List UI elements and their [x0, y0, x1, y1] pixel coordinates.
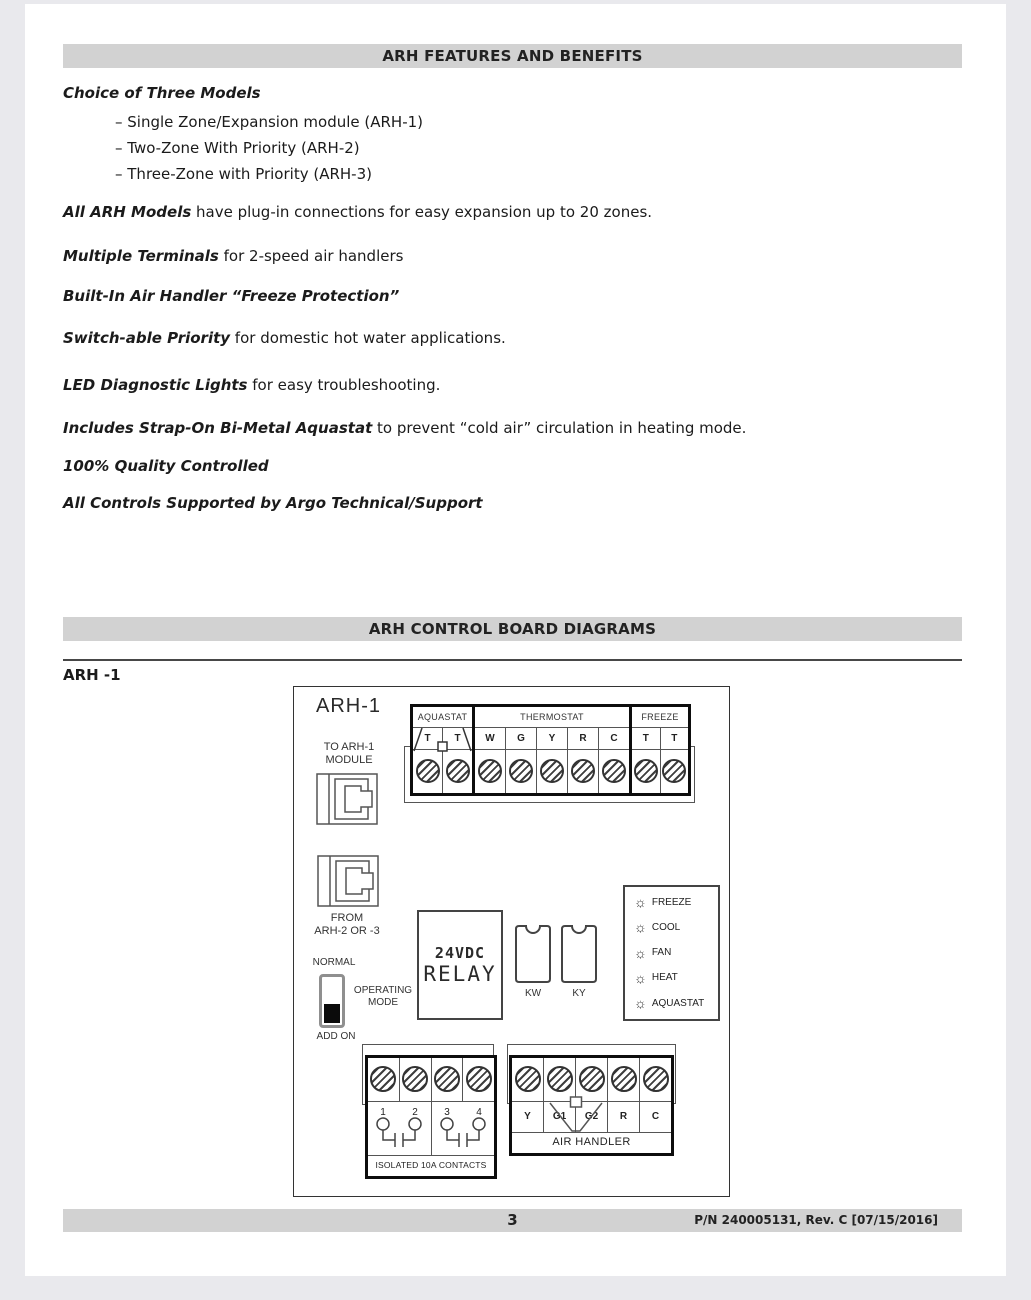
feature-lead: Multiple Terminals — [63, 247, 219, 265]
relay-voltage: 24VDC — [434, 944, 486, 962]
air-handler-caption: AIR HANDLER — [552, 1136, 631, 1148]
contact-symbol-icon — [432, 1102, 494, 1155]
relay-word: RELAY — [423, 962, 497, 986]
feature-lead: Includes Strap-On Bi-Metal Aquastat — [63, 419, 373, 437]
led-row — [634, 996, 714, 1010]
contact-pair — [368, 1102, 432, 1155]
terminal-group-name: THERMOSTAT — [475, 707, 629, 728]
terminal-label: T — [454, 733, 461, 744]
terminal-label: T — [632, 728, 661, 749]
feature-item — [63, 329, 506, 347]
screw-terminal-icon — [643, 1066, 669, 1092]
to-module-line1: TO ARH-1 — [323, 741, 375, 753]
feature-text: to prevent “cold air” circulation in heating mode. — [372, 419, 747, 437]
terminal-label: W — [475, 728, 506, 749]
model-list-item: – Three-Zone with Priority (ARH-3) — [115, 165, 372, 183]
rj-jack-icon — [316, 773, 378, 825]
page-number: 3 — [507, 1211, 518, 1229]
terminal-label: R — [568, 728, 599, 749]
screw-terminal-icon — [540, 759, 564, 783]
terminal-group-aquastat — [410, 704, 475, 796]
board-title: ARH-1 — [316, 695, 382, 717]
model-list-item: – Single Zone/Expansion module (ARH-1) — [115, 113, 424, 131]
feature-lead: LED Diagnostic Lights — [63, 376, 248, 394]
terminal-group-name: AQUASTAT — [413, 707, 472, 728]
terminal-label: G2 — [576, 1102, 608, 1132]
screw-terminal-icon — [571, 759, 595, 783]
led-row — [634, 920, 714, 934]
led-label: COOL — [651, 921, 681, 933]
divider-line — [63, 659, 962, 661]
model-list-item: – Two-Zone With Priority (ARH-2) — [115, 139, 360, 157]
screw-terminal-icon — [579, 1066, 605, 1092]
relay-box — [417, 910, 503, 1020]
document-page — [25, 4, 1006, 1276]
screw-terminal-icon — [434, 1066, 460, 1092]
section-title-diagrams: ARH CONTROL BOARD DIAGRAMS — [63, 617, 962, 641]
screw-terminal-icon — [478, 759, 502, 783]
led-row — [634, 895, 714, 909]
from-module-line2: ARH-2 OR -3 — [314, 925, 380, 937]
led-label: AQUASTAT — [651, 997, 705, 1009]
screw-terminal-icon — [446, 759, 470, 783]
feature-text: for domestic hot water applications. — [230, 329, 506, 347]
air-handler-block — [509, 1055, 674, 1156]
terminal-label: R — [608, 1102, 640, 1132]
relay-component-icon — [560, 924, 598, 984]
terminal-label: T — [413, 728, 443, 749]
led-row — [634, 946, 714, 960]
screw-terminal-icon — [634, 759, 658, 783]
section-title-features: ARH FEATURES AND BENEFITS — [63, 44, 962, 68]
terminal-strip — [410, 704, 691, 796]
switch-knob — [324, 1004, 340, 1023]
contact-number: 2 — [412, 1107, 418, 1118]
part-number: P/N 240005131, Rev. C [07/15/2016] — [694, 1213, 938, 1227]
led-label: HEAT — [651, 972, 678, 984]
led-label: FAN — [651, 947, 672, 958]
operating-mode-label — [352, 985, 414, 1009]
led-icon: ☼ — [634, 944, 647, 961]
screw-terminal-icon — [515, 1066, 541, 1092]
feature-item — [63, 494, 483, 512]
diagram-section-label: ARH -1 — [63, 666, 121, 684]
choice-heading: Choice of Three Models — [63, 84, 261, 102]
feature-text: for 2-speed air handlers — [218, 247, 404, 265]
feature-text: have plug-in connections for easy expansion up to 20 zones. — [191, 203, 653, 221]
terminal-label: C — [610, 733, 618, 744]
screw-terminal-icon — [416, 759, 440, 783]
contact-number: 1 — [380, 1107, 386, 1118]
terminal-label: Y — [537, 728, 568, 749]
model-list — [115, 109, 423, 187]
operating-mode-line2: MODE — [368, 997, 398, 1008]
contact-pair — [432, 1102, 495, 1155]
contact-number: 4 — [475, 1107, 482, 1118]
feature-item — [63, 376, 440, 394]
terminal-label: Y — [512, 1102, 544, 1132]
screw-terminal-icon — [370, 1066, 396, 1092]
feature-lead: Switch-able Priority — [63, 329, 231, 347]
feature-text: for easy troubleshooting. — [247, 376, 441, 394]
terminal-label: G — [506, 728, 537, 749]
screw-terminal-icon — [662, 759, 686, 783]
arh1-board-diagram — [293, 686, 730, 1197]
feature-lead: All Controls Supported by Argo Technical/Support — [63, 494, 483, 512]
rj-jack-icon — [317, 855, 379, 907]
from-module-line1: FROM — [330, 912, 364, 924]
feature-lead: All ARH Models — [63, 203, 192, 221]
relay-component-label: KY — [572, 988, 586, 999]
screw-terminal-icon — [402, 1066, 428, 1092]
led-icon: ☼ — [634, 919, 647, 936]
screw-terminal-icon — [602, 759, 626, 783]
feature-item — [63, 457, 269, 475]
terminal-group-freeze — [629, 704, 691, 796]
led-icon: ☼ — [634, 995, 647, 1011]
contact-symbol-icon — [368, 1102, 430, 1155]
led-row — [634, 971, 714, 985]
feature-lead: 100% Quality Controlled — [63, 457, 269, 475]
terminal-label: G1 — [544, 1102, 576, 1132]
led-icon: ☼ — [634, 969, 647, 986]
terminal-label: C — [651, 1111, 660, 1122]
relay-component-icon — [514, 924, 552, 984]
terminal-group-thermostat — [472, 704, 632, 796]
contacts-caption: ISOLATED 10A CONTACTS — [375, 1160, 487, 1170]
led-diagnostics-box — [623, 885, 720, 1021]
screw-terminal-icon — [466, 1066, 492, 1092]
operating-mode-switch — [319, 974, 345, 1028]
feature-lead: Built-In Air Handler “Freeze Protection” — [63, 287, 400, 305]
terminal-group-name: FREEZE — [632, 707, 688, 728]
screw-terminal-icon — [611, 1066, 637, 1092]
from-module-label — [306, 912, 388, 938]
terminal-label: T — [671, 733, 678, 744]
screw-terminal-icon — [509, 759, 533, 783]
feature-item — [63, 203, 652, 221]
feature-item — [63, 419, 746, 437]
operating-mode-line1: OPERATING — [353, 985, 413, 996]
led-icon: ☼ — [634, 894, 647, 910]
switch-addon-label: ADD ON — [316, 1031, 356, 1042]
feature-item — [63, 287, 399, 305]
screw-terminal-icon — [547, 1066, 573, 1092]
relay-component-label: KW — [524, 988, 542, 999]
switch-normal-label: NORMAL — [312, 957, 356, 968]
led-label: FREEZE — [651, 896, 692, 908]
to-module-line2: MODULE — [325, 754, 373, 766]
footer-bar — [63, 1209, 962, 1232]
feature-item — [63, 247, 403, 265]
contact-number: 3 — [443, 1107, 450, 1118]
isolated-contacts-block — [365, 1055, 497, 1179]
to-module-label — [307, 741, 391, 767]
